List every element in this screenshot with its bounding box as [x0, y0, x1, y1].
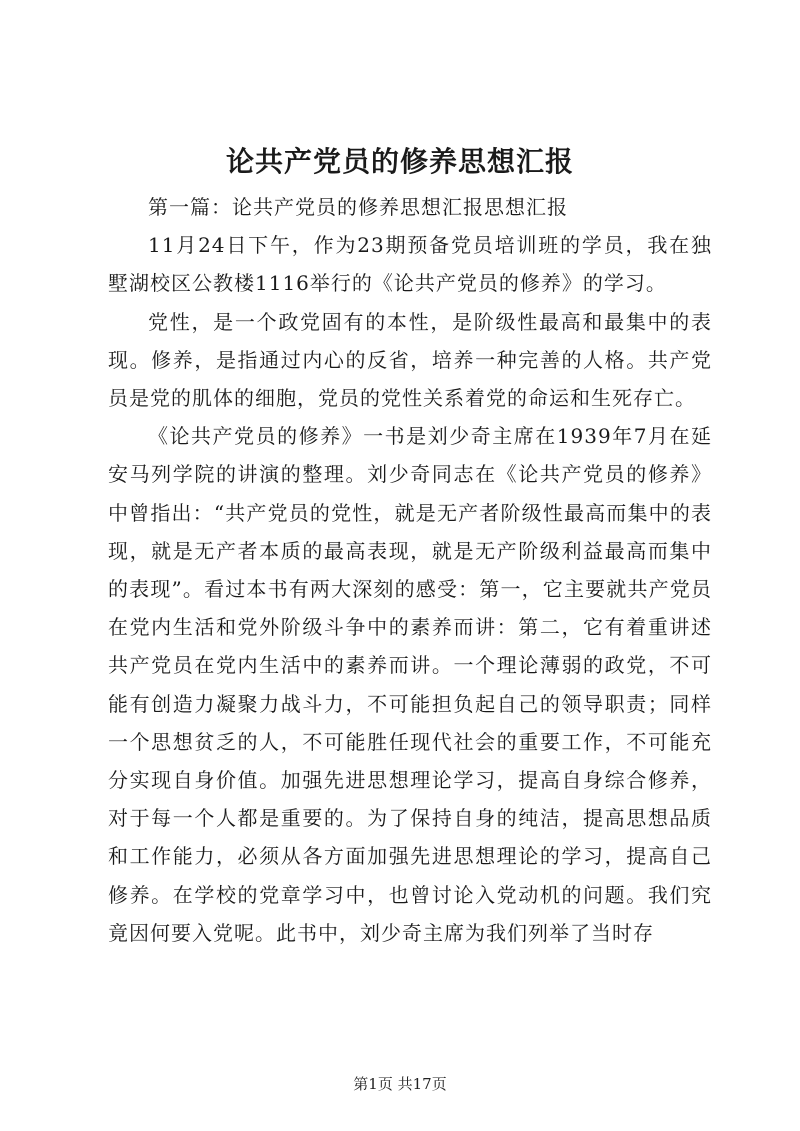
document-body [108, 188, 712, 952]
paragraph: 党性，是一个政党固有的本性，是阶级性最高和最集中的表现。修养，是指通过内心的反省，培养一种完善的人格。共产党员是党的肌体的细胞，党员的党性关系着党的命运和生死存亡。 [108, 309, 712, 411]
section-heading: 第一篇：论共产党员的修养思想汇报思想汇报 [148, 195, 568, 219]
paragraph: 《论共产党员的修养》一书是刘少奇主席在1939年7月在延安马列学院的讲演的整理。刘少奇同志在《论共产党员的修养》中曾指出：“共产党员的党性，就是无产者阶级性最高而集中的表现，就是无产者本质的最高表现，就是无产阶级利益最高而集中的表现”。看过本书有两大深刻的感受：第一，它主要就共产党员在党内生活和党外阶级斗争中的素养而讲：第二，它有着重讲述共产党员在党内生活中的素养而讲。一个理论薄弱的政党，不可能有创造力凝聚力战斗力，不可能担负起自己的领导职责；同样一个思想贫乏的人，不可能胜任现代社会的重要工作，不可能充分实现自身价值。加强先进思想理论学习，提高自身综合修养，对于每一个人都是重要的。为了保持自身的纯洁，提高思想品质和工作能力，必须从各方面加强先进思想理论的学习，提高自己修养。在学校的党章学习中，也曾讨论入党动机的问题。我们究竟因何要入党呢。此书中，刘少奇主席为我们列举了当时存 [108, 424, 712, 945]
paragraph: 11月24日下午，作为23期预备党员培训班的学员，我在独墅湖校区公教楼1116举行的《论共产党员的修养》的学习。 [108, 233, 712, 296]
page-number-footer: 第1页 共17页 [353, 1075, 447, 1093]
document-title: 论共产党员的修养思想汇报 [225, 145, 574, 178]
